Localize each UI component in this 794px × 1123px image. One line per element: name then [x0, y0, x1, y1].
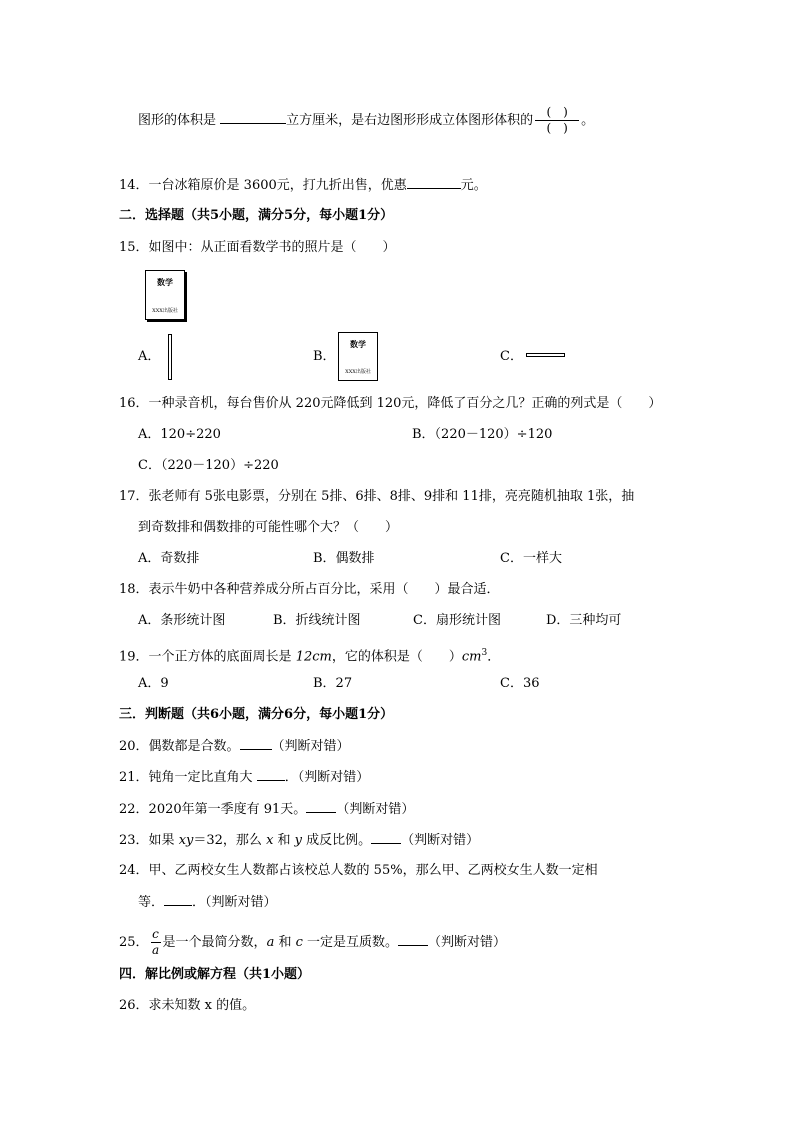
q25-numerator: c — [152, 927, 159, 941]
q15-option-c-label[interactable]: C． — [500, 349, 523, 364]
q17-option-b[interactable]: B．偶数排 — [313, 551, 375, 566]
q19-perimeter: 12cm — [295, 649, 332, 665]
q18-option-c[interactable]: C．扇形统计图 — [413, 613, 501, 628]
q19-stem-b: ，它的体积是（ ） — [331, 649, 462, 665]
q22-blank[interactable] — [306, 800, 336, 813]
q24-line2-a: 等． — [138, 895, 165, 910]
q24-blank[interactable] — [164, 893, 192, 906]
q15-option-b-label[interactable]: B． — [313, 349, 336, 364]
q15-option-a-label[interactable]: A． — [138, 349, 161, 364]
q13-paren-close: ) — [563, 105, 568, 119]
q19-option-a[interactable]: A．9 — [138, 676, 169, 691]
q16-option-a[interactable]: A．120÷220 — [138, 427, 221, 442]
q15-option-c-image[interactable] — [526, 353, 565, 357]
q21-text-a: 21．钝角一定比直角大 — [119, 770, 257, 785]
q23-blank[interactable] — [371, 831, 401, 844]
q25-fraction — [151, 928, 161, 957]
q25-text-c: 一定是互质数。 — [302, 935, 399, 950]
q18-option-d[interactable]: D．三种均可 — [546, 613, 622, 628]
q19-unit-exponent: 3 — [481, 648, 488, 658]
q19-stem-a: 19．一个正方体的底面周长是 — [119, 649, 296, 665]
q21-text-b: ．（判断对错） — [284, 770, 370, 785]
q17-stem-line2: 到奇数排和偶数排的可能性哪个大？（ ） — [138, 520, 399, 535]
book-publisher: XXX出版社 — [152, 308, 178, 314]
option-b-book-title: 数学 — [350, 339, 366, 349]
q25-text-b: 和 — [274, 935, 296, 950]
q13-blank[interactable] — [220, 111, 286, 124]
q14-line — [119, 176, 487, 195]
q23-var-x: x — [266, 833, 274, 848]
q14-blank[interactable] — [407, 176, 461, 189]
q25-var-a: a — [266, 935, 275, 950]
q13-end: 。 — [581, 113, 595, 128]
q24-line1: 24．甲、乙两校女生人数都占该校总人数的 55%，那么甲、乙两校女生人数一定相 — [119, 863, 598, 878]
section-3-heading: 三．判断题（共6小题，满分6分，每小题1分） — [119, 707, 394, 722]
q25-blank[interactable] — [398, 933, 428, 946]
q13-line — [138, 106, 594, 135]
q13-paren-open: ( — [546, 105, 552, 119]
q23-line — [119, 831, 479, 850]
q15-option-b-image[interactable] — [338, 332, 378, 381]
book-title: 数学 — [157, 277, 173, 287]
q17-option-a[interactable]: A．奇数排 — [138, 551, 200, 566]
q13-fraction — [535, 106, 579, 135]
q16-option-c[interactable]: C．（220－120）÷220 — [138, 458, 279, 473]
q21-line — [119, 768, 369, 787]
q19-stem — [119, 644, 500, 666]
q19-unit: cm — [461, 649, 482, 665]
q18-option-b[interactable]: B．折线统计图 — [273, 613, 361, 628]
q16-stem: 16．一种录音机，每台售价从 220元降低到 120元，降低了百分之几？正确的列式是（ ） — [119, 396, 662, 411]
q20-blank[interactable] — [240, 737, 272, 750]
q25-var-c: c — [295, 935, 303, 950]
q25-text-a: 是一个最简分数， — [162, 935, 267, 950]
q14-text-b: 元。 — [460, 178, 487, 193]
section-2-heading: 二．选择题（共5小题，满分5分，每小题1分） — [119, 208, 394, 223]
q15-option-a-image[interactable] — [168, 334, 172, 380]
q20-line — [119, 737, 350, 756]
q23-var-xy: xy — [178, 833, 194, 848]
option-b-book-publisher: XXX出版社 — [345, 369, 371, 375]
q19-unit-end: ． — [487, 649, 501, 665]
q25-prefix: 25． — [119, 935, 149, 950]
q22-text-a: 22．2020年第一季度有 91天。 — [119, 802, 307, 817]
q23-text-b: ＝32，那么 — [193, 833, 267, 848]
q22-text-b: （判断对错） — [336, 802, 415, 817]
q23-text-a: 23．如果 — [119, 833, 179, 848]
section-4-heading: 四．解比例或解方程（共1小题） — [119, 967, 311, 982]
q16-option-b[interactable]: B．（220－120）÷120 — [412, 427, 553, 442]
book-front-image — [145, 270, 185, 320]
q25-text-d: （判断对错） — [428, 935, 507, 950]
q19-option-b[interactable]: B．27 — [313, 676, 353, 691]
q14-text-a: 14．一台冰箱原价是 3600元，打九折出售，优惠 — [119, 178, 407, 193]
q13-paren-open-2: ( — [546, 121, 552, 135]
q24-line2-b: ．（判断对错） — [192, 895, 277, 910]
q23-text-c: 和 — [273, 833, 295, 848]
q23-text-e: （判断对错） — [401, 833, 480, 848]
q13-text-b: 立方厘米，是右边图形形成立体图形体积的 — [286, 113, 534, 128]
q13-text-a: 图形的体积是 — [138, 113, 217, 128]
q20-text-a: 20．偶数都是合数。 — [119, 739, 240, 754]
q17-option-c[interactable]: C．一样大 — [500, 551, 562, 566]
q23-text-d: 成反比例。 — [302, 833, 372, 848]
q17-stem-line1: 17．张老师有 5张电影票，分别在 5排、6排、8排、9排和 11排，亮亮随机抽取 1张，抽 — [119, 489, 635, 504]
q26-stem: 26．求未知数 x 的值。 — [119, 998, 256, 1013]
q19-option-c[interactable]: C．36 — [500, 676, 540, 691]
q21-blank[interactable] — [257, 768, 285, 781]
q23-var-y: y — [294, 833, 303, 848]
q22-line — [119, 800, 414, 819]
q18-option-a[interactable]: A．条形统计图 — [138, 613, 226, 628]
q13-paren-close-2: ) — [563, 121, 568, 135]
q24-line2 — [138, 893, 277, 912]
q18-stem: 18．表示牛奶中各种营养成分所占百分比，采用（ ）最合适． — [119, 582, 500, 597]
q25-denominator: a — [151, 943, 160, 957]
q25-line — [119, 928, 506, 957]
q20-text-b: （判断对错） — [271, 739, 350, 754]
q15-stem: 15．如图中：从正面看数学书的照片是（ ） — [119, 240, 396, 255]
